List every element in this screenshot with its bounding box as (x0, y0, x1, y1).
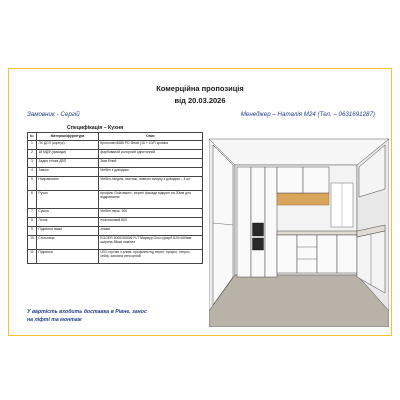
table-row (28, 227, 203, 236)
row-material: Сушка (37, 209, 99, 218)
page-date: від 20.03.2026 (174, 96, 226, 105)
tall-cabinet-3 (265, 167, 277, 277)
delivery-note-line1: У вартість входить доставка в Рівне, занос (27, 309, 147, 315)
row-description: EGGER 4000/3000/6 FLT Мармур Оссо (фарб.S20×600мм ширина 38мм ламінат (99, 236, 203, 250)
tall-cabinet-1 (237, 167, 251, 277)
row-number: 11 (28, 250, 37, 264)
row-description: профіль Gola вмонт., верхні фасади відкриті на 20мм для відкривання (99, 191, 203, 209)
row-description: злами. (99, 227, 203, 236)
row-material: Задня стінка ДВП (37, 159, 99, 168)
row-material: Ручки (37, 191, 99, 209)
row-material: Завіси (37, 168, 99, 177)
upper-cabinet-2 (303, 167, 329, 193)
row-number: 6 (28, 191, 37, 209)
row-number: 5 (28, 177, 37, 191)
spec-table (27, 132, 203, 264)
manager-contact: Менеджер – Наталія М24 (Тел. – 0631691287) (240, 111, 375, 118)
col-material: Матеріал/фурнітура (37, 133, 99, 141)
row-number: 4 (28, 168, 37, 177)
proposal-sheet (8, 68, 392, 336)
delivery-note-line2: на ліфті та монтаж (27, 317, 82, 323)
row-material: Підсвітка (37, 250, 99, 264)
table-row (28, 177, 203, 191)
floor (209, 275, 389, 327)
table-row (28, 209, 203, 218)
table-row (28, 159, 203, 168)
page-title: Комерційна пропозиція (156, 84, 244, 93)
client-name: Замовник - Сергій (27, 111, 80, 118)
wood-niche (277, 193, 329, 205)
table-row (28, 236, 203, 250)
row-number: 3 (28, 159, 37, 168)
row-description: Мебел-тандем, монтаж, повного висуву з доводом – 4 шт (99, 177, 203, 191)
row-number: 8 (28, 218, 37, 227)
lower-cabinet-1 (277, 235, 297, 273)
col-description: Опис (99, 133, 203, 141)
row-number: 9 (28, 227, 37, 236)
table-row (28, 141, 203, 150)
row-material: 18 МДФ (фасади) (37, 150, 99, 159)
row-description: пластиковий 800 (99, 218, 203, 227)
table-row (28, 191, 203, 209)
delivery-note (27, 308, 147, 324)
row-material: Підсвітка ніжки (37, 227, 99, 236)
row-material: ЛХ ДСП (корпус) (37, 141, 99, 150)
spec-header-row (28, 133, 203, 141)
row-material: Лоток (37, 218, 99, 227)
row-material: Направляючі (37, 177, 99, 191)
countertop-back (277, 231, 357, 235)
lower-cabinet-4 (337, 235, 357, 273)
table-row (28, 168, 203, 177)
tall-cabinet-2 (251, 167, 265, 277)
row-number: 1 (28, 141, 37, 150)
kitchen-render (209, 127, 389, 327)
left-tall-unit (213, 145, 233, 305)
oven-lower (253, 238, 264, 250)
spec-title: Специфікація – Кухня (67, 125, 124, 131)
row-number: 2 (28, 150, 37, 159)
row-number: 7 (28, 209, 37, 218)
row-number: 10 (28, 236, 37, 250)
col-number: № (28, 133, 37, 141)
lower-cabinet-3 (317, 235, 337, 273)
table-row (28, 218, 203, 227)
table-row (28, 150, 203, 159)
table-row (28, 250, 203, 264)
row-description: фарбований колорний однотонний (99, 150, 203, 159)
row-description: Кронопан 8685 PD білий (16 + 10/П кромка (99, 141, 203, 150)
oven-upper (253, 223, 264, 236)
row-description: Мебел з доводчик (99, 168, 203, 177)
row-description: Мебел нерж. 900 (99, 209, 203, 218)
row-material: Стільниця (37, 236, 99, 250)
upper-cabinet-1 (277, 167, 303, 193)
row-description: LED-стрічки з алюм. профілем під верхн. профіл, нитрох, сейф, захисна сенсорний (99, 250, 203, 264)
lower-cabinet-2 (297, 235, 317, 273)
row-description: 3мм білий (99, 159, 203, 168)
